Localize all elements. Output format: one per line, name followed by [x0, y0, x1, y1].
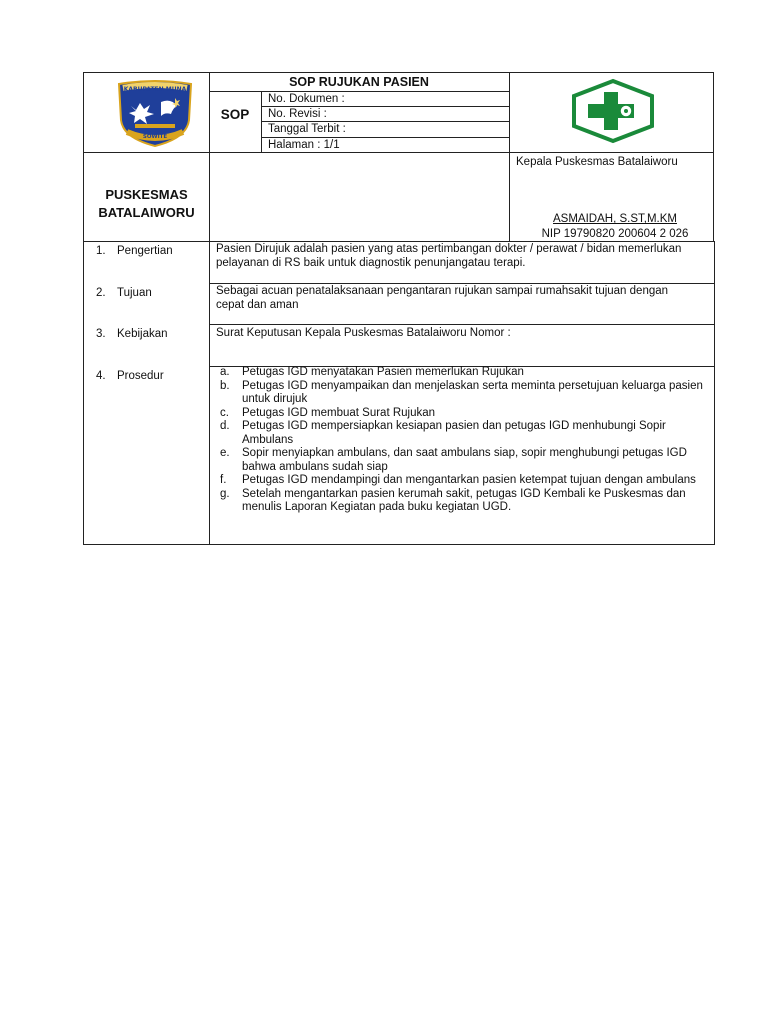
list-item: [216, 407, 706, 421]
border-line: [509, 72, 510, 241]
kabupaten-muna-emblem-icon: [115, 80, 195, 148]
step-text: Petugas IGD mendampingi dan mengantarkan pasien ketempat tujuan dengan ambulans: [242, 474, 696, 486]
meta-page: Halaman : 1/1: [268, 139, 340, 151]
border-line: [209, 283, 715, 284]
section-number: 4.: [96, 370, 106, 382]
prosedur-steps-list: [216, 366, 706, 515]
list-item: [216, 420, 706, 447]
border-line: [83, 544, 715, 545]
section-label-pengertian: Pengertian: [117, 245, 173, 257]
border-line: [83, 72, 714, 73]
border-line: [261, 91, 262, 153]
list-item: [216, 366, 706, 380]
org-name-line2: BATALAIWORU: [98, 205, 195, 220]
pengertian-text: Pasien Dirujuk adalah pasien yang atas pertimbangan dokter / perawat / bidan memerlukan pelayanan di RS baik untuk diagnostik penunjangatau terapi.: [216, 243, 682, 269]
border-line: [714, 241, 715, 545]
list-item: [216, 474, 706, 488]
step-marker: f.: [220, 474, 227, 486]
step-text: Sopir menyiapkan ambulans, dan saat ambulans siap, sopir menghubungi petugas IGD bahwa ambulans sudah siap: [242, 447, 687, 473]
step-text: Petugas IGD menyatakan Pasien memerlukan Rujukan: [242, 366, 524, 378]
meta-revision: No. Revisi :: [268, 108, 327, 120]
section-label-kebijakan: Kebijakan: [117, 328, 168, 340]
step-marker: e.: [220, 447, 230, 459]
step-text: Petugas IGD mempersiapkan kesiapan pasien dan petugas IGD menhubungi Sopir Ambulans: [242, 420, 666, 446]
border-line: [209, 91, 509, 92]
step-text: Petugas IGD menyampaikan dan menjelaskan serta meminta persetujuan keluarga pasien untuk dirujuk: [242, 379, 703, 405]
border-line: [83, 152, 714, 153]
head-name: ASMAIDAH, S.ST,M.KM: [553, 213, 677, 225]
list-item: [216, 488, 706, 515]
emblem-bottom-text: SOWITE: [142, 134, 168, 140]
puskesmas-cross-logo-icon: [570, 78, 656, 144]
step-text: Petugas IGD membuat Surat Rujukan: [242, 406, 436, 419]
kebijakan-text: Surat Keputusan Kepala Puskesmas Batalaiworu Nomor :: [216, 327, 511, 339]
sop-label: SOP: [220, 107, 250, 122]
emblem-top-text: KABUPATEN MUNA: [123, 86, 187, 93]
step-marker: a.: [220, 366, 230, 378]
border-line: [261, 121, 509, 122]
head-title: Kepala Puskesmas Batalaiworu: [516, 156, 678, 168]
section-label-tujuan: Tujuan: [117, 287, 152, 299]
org-name-line1: PUSKESMAS: [105, 187, 188, 202]
border-line: [261, 137, 509, 138]
section-number: 3.: [96, 328, 106, 340]
head-nip: NIP 19790820 200604 2 026: [541, 228, 689, 240]
step-marker: d.: [220, 420, 230, 432]
list-item: [216, 380, 706, 407]
meta-issue-date: Tanggal Terbit :: [268, 123, 346, 135]
meta-document-number: No. Dokumen :: [268, 93, 345, 105]
step-marker: c.: [220, 406, 229, 419]
border-line: [209, 324, 715, 325]
section-number: 2.: [96, 287, 106, 299]
border-line: [209, 72, 210, 545]
tujuan-text: Sebagai acuan penatalaksanaan pengantaran rujukan sampai rumahsakit tujuan dengan cepat dan aman: [216, 285, 669, 311]
border-line: [83, 72, 84, 545]
section-label-prosedur: Prosedur: [117, 370, 164, 382]
step-marker: g.: [220, 487, 230, 500]
step-text: Setelah mengantarkan pasien kerumah sakit, petugas IGD Kembali ke Puskesmas dan menulis Laporan Kegiatan pada buku kegiatan UGD.: [242, 487, 686, 513]
document-title: SOP RUJUKAN PASIEN: [289, 75, 429, 89]
border-line: [83, 241, 715, 242]
border-line: [261, 106, 509, 107]
list-item: [216, 447, 706, 474]
step-marker: b.: [220, 379, 230, 392]
section-number: 1.: [96, 245, 106, 257]
